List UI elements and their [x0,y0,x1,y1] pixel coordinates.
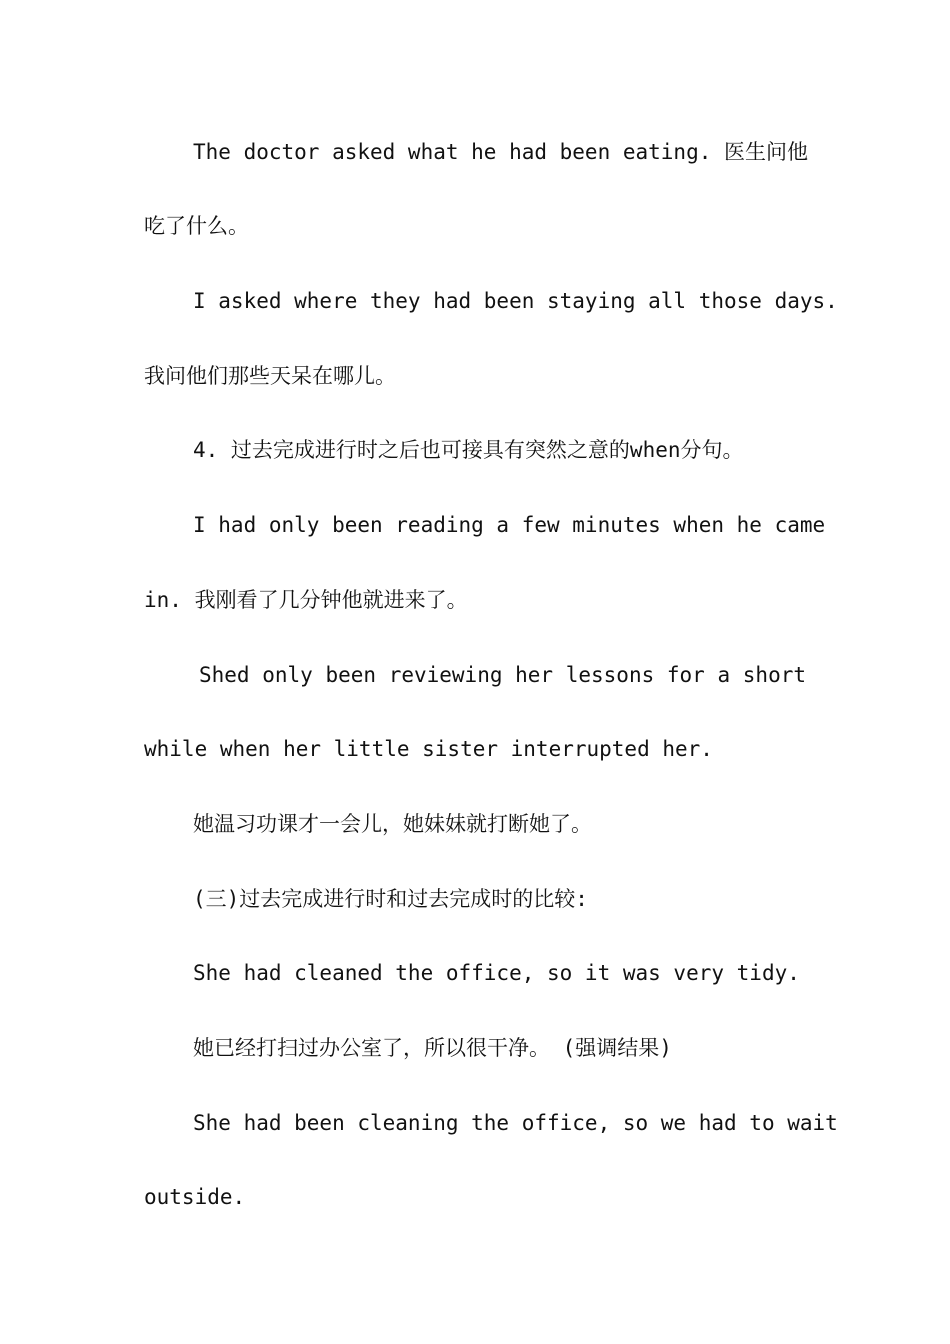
paragraph-line: She had been cleaning the office, so we had to wait [193,1111,838,1135]
paragraph-line: 她已经打扫过办公室了，所以很干净。 (强调结果) [193,1036,672,1060]
paragraph-line: Shed only been reviewing her lessons for a short [199,663,806,687]
paragraph-line: She had cleaned the office, so it was very tidy. [193,961,800,985]
paragraph-line: 4. 过去完成进行时之后也可接具有突然之意的when分句。 [193,438,744,462]
paragraph-line: I asked where they had been staying all those days. [193,289,838,313]
paragraph-line: in. 我刚看了几分钟他就进来了。 [144,588,468,612]
paragraph-line: while when her little sister interrupted her. [144,737,713,761]
paragraph-line: I had only been reading a few minutes when he came [193,513,826,537]
paragraph-line: The doctor asked what he had been eating. 医生问他 [193,140,809,164]
section-heading: (三)过去完成进行时和过去完成时的比较: [193,887,588,911]
paragraph-line: 她温习功课才一会儿，她妹妹就打断她了。 [193,812,592,836]
paragraph-line: outside. [144,1185,246,1209]
paragraph-line: 吃了什么。 [144,214,249,238]
paragraph-line: 我问他们那些天呆在哪儿。 [144,364,396,388]
